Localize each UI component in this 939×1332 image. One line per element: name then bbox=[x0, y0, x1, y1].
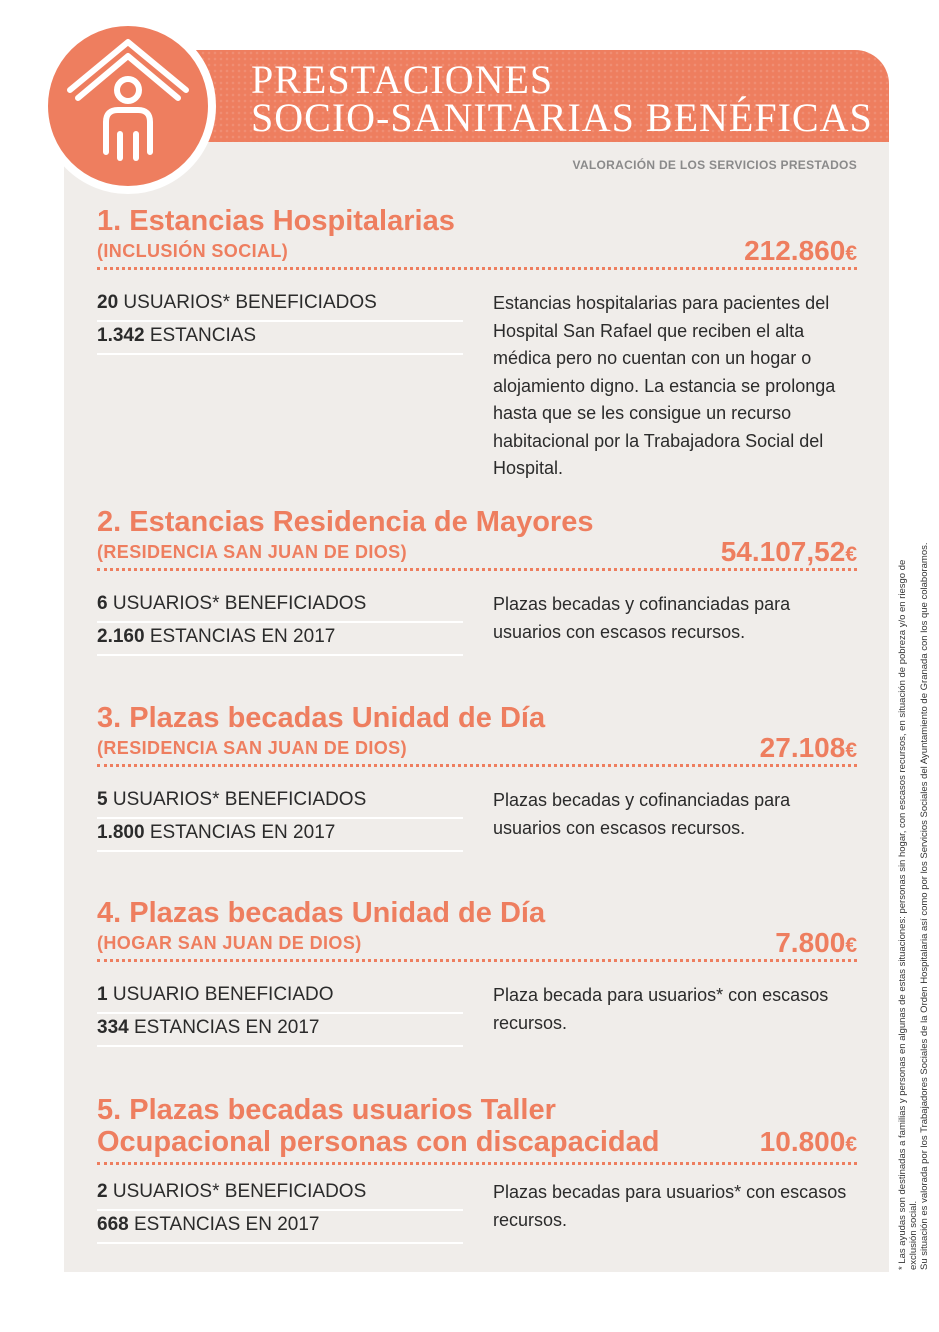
footnote bbox=[897, 530, 930, 1270]
section-title-line1: 5. Plazas becadas usuarios Taller bbox=[97, 1094, 556, 1126]
currency-symbol: € bbox=[845, 739, 857, 762]
footnote-line2: Su situación es valorada por los Trabajadores Sociales de la Orden Hospitalaria así como por los Servicios Sociales del Ayuntamiento de Granada con los que colaboramos. bbox=[919, 542, 930, 1270]
section-subtitle: (RESIDENCIA SAN JUAN DE DIOS) bbox=[97, 542, 407, 562]
stat-stays: 2.160 ESTANCIAS EN 2017 bbox=[97, 623, 463, 656]
section-stats bbox=[97, 590, 463, 656]
section-subtitle: (INCLUSIÓN SOCIAL) bbox=[97, 241, 289, 261]
section-amount bbox=[775, 927, 857, 962]
section-amount bbox=[760, 732, 857, 767]
section-title-line2: Ocupacional personas con discapacidad bbox=[97, 1126, 660, 1158]
logo-badge bbox=[40, 18, 216, 194]
currency-symbol: € bbox=[845, 934, 857, 957]
amount-value: 27.108 bbox=[759, 732, 846, 763]
section-plazas-unidad-dia-residencia bbox=[97, 702, 857, 843]
section-stats bbox=[97, 981, 463, 1047]
page-title-line2: SOCIO-SANITARIAS BENÉFICAS bbox=[251, 95, 873, 140]
section-amount bbox=[721, 536, 857, 571]
amount-value: 212.860 bbox=[744, 235, 846, 266]
dotted-divider bbox=[97, 267, 857, 270]
section-amount bbox=[760, 1126, 857, 1161]
section-stats bbox=[97, 289, 463, 355]
footnote-line1: * Las ayudas son destinadas a familias y personas en algunas de estas situaciones: personas sin hogar, con escasos recursos, en situación de pobreza y/o en riesgo de exclusión social. bbox=[897, 559, 919, 1270]
section-title: 2. Estancias Residencia de Mayores bbox=[97, 506, 594, 538]
section-stats bbox=[97, 786, 463, 852]
section-title: 1. Estancias Hospitalarias bbox=[97, 205, 455, 237]
stat-users: 6 USUARIOS* BENEFICIADOS bbox=[97, 590, 463, 623]
section-description: Plazas becadas y cofinanciadas para usuarios con escasos recursos. bbox=[493, 790, 791, 838]
page-subtitle: VALORACIÓN DE LOS SERVICIOS PRESTADOS bbox=[572, 158, 857, 172]
section-estancias-residencia-mayores bbox=[97, 506, 857, 647]
amount-value: 7.800 bbox=[775, 927, 846, 958]
section-title: 3. Plazas becadas Unidad de Día bbox=[97, 702, 546, 734]
stat-users: 5 USUARIOS* BENEFICIADOS bbox=[97, 786, 463, 819]
dotted-divider bbox=[97, 1162, 857, 1165]
section-estancias-hospitalarias bbox=[97, 205, 857, 478]
page-title-line1: PRESTACIONES bbox=[251, 57, 554, 102]
section-description: Plazas becadas para usuarios* con escasos recursos. bbox=[493, 1182, 847, 1230]
stat-users: 20 USUARIOS* BENEFICIADOS bbox=[97, 289, 463, 322]
section-plazas-taller-ocupacional bbox=[97, 1094, 857, 1235]
section-subtitle: (HOGAR SAN JUAN DE DIOS) bbox=[97, 933, 362, 953]
section-plazas-unidad-dia-hogar bbox=[97, 897, 857, 1038]
currency-symbol: € bbox=[845, 543, 857, 566]
section-stats bbox=[97, 1178, 463, 1244]
amount-value: 54.107,52 bbox=[720, 536, 846, 567]
dotted-divider bbox=[97, 959, 857, 962]
currency-symbol: € bbox=[845, 242, 857, 265]
stat-stays: 668 ESTANCIAS EN 2017 bbox=[97, 1211, 463, 1244]
stat-stays: 1.342 ESTANCIAS bbox=[97, 322, 463, 355]
amount-value: 10.800 bbox=[759, 1126, 846, 1157]
stat-stays: 334 ESTANCIAS EN 2017 bbox=[97, 1014, 463, 1047]
house-person-icon bbox=[48, 26, 208, 186]
stat-users: 2 USUARIOS* BENEFICIADOS bbox=[97, 1178, 463, 1211]
section-description: Plaza becada para usuarios* con escasos recursos. bbox=[493, 985, 829, 1033]
stat-stays: 1.800 ESTANCIAS EN 2017 bbox=[97, 819, 463, 852]
dotted-divider bbox=[97, 764, 857, 767]
section-subtitle: (RESIDENCIA SAN JUAN DE DIOS) bbox=[97, 738, 407, 758]
section-description: Plazas becadas y cofinanciadas para usuarios con escasos recursos. bbox=[493, 594, 791, 642]
section-description: Estancias hospitalarias para pacientes del Hospital San Rafael que reciben el alta médica pero no cuentan con un hogar o alojamiento digno. La estancia se prolonga hasta que se les consigue un recurso habitacional por la Trabajadora Social del Hospital. bbox=[493, 293, 836, 478]
currency-symbol: € bbox=[845, 1133, 857, 1156]
stat-users: 1 USUARIO BENEFICIADO bbox=[97, 981, 463, 1014]
section-title: 4. Plazas becadas Unidad de Día bbox=[97, 897, 546, 929]
section-amount bbox=[744, 235, 857, 270]
